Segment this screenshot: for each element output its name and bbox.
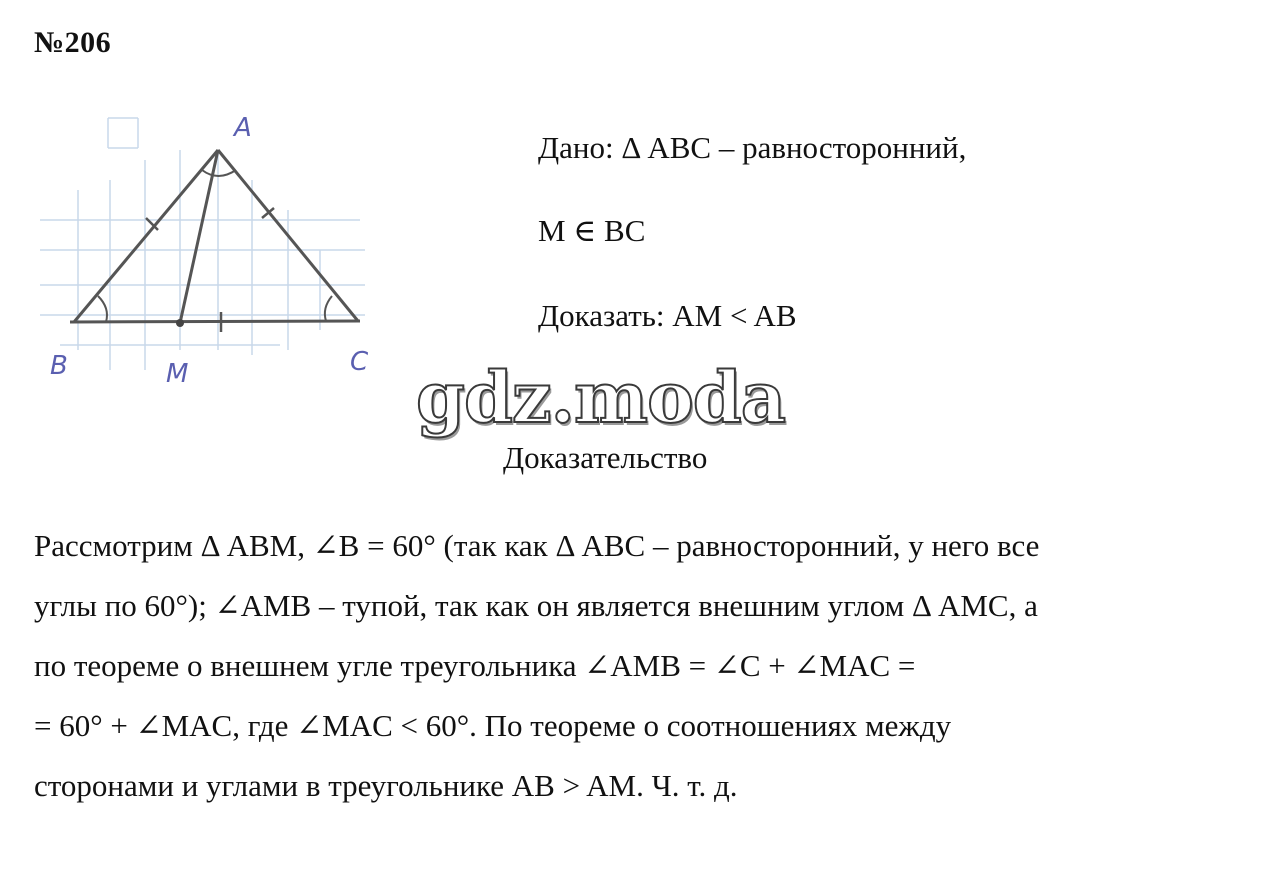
proof-line-1: Рассмотрим Δ ABM, ∠B = 60° (так как Δ ABC – равносторонний, у него все bbox=[34, 528, 1040, 563]
proof-line-2: углы по 60°); ∠AMB – тупой, так как он является внешним углом Δ AMC, а bbox=[34, 588, 1038, 623]
given-line-2: M ∈ BC bbox=[538, 213, 646, 248]
label-a: A bbox=[234, 113, 252, 143]
proof-line-5: сторонами и углами в треугольнике AB > AM. Ч. т. д. bbox=[34, 768, 738, 803]
label-c: C bbox=[350, 347, 369, 377]
triangle-figure bbox=[30, 100, 400, 400]
watermark-logo: gdz.moda bbox=[416, 356, 786, 439]
side-ab bbox=[74, 150, 218, 322]
problem-number: №206 bbox=[34, 26, 112, 59]
tick-marks bbox=[146, 208, 274, 332]
proof-line-4: = 60° + ∠MAC, где ∠MAC < 60°. По теореме о соотношениях между bbox=[34, 708, 952, 743]
vertex-labels bbox=[50, 113, 369, 389]
given-line-1: Дано: Δ ABC – равносторонний, bbox=[538, 130, 967, 165]
side-bc bbox=[70, 321, 360, 322]
label-m: M bbox=[166, 359, 189, 389]
proof-heading: Доказательство bbox=[503, 440, 708, 475]
grid-background bbox=[40, 118, 365, 370]
given-line-3: Доказать: AM < AB bbox=[538, 298, 797, 333]
label-b: B bbox=[50, 351, 68, 381]
proof-line-3: по теореме о внешнем угле треугольника ∠AMB = ∠C + ∠MAC = bbox=[34, 648, 916, 683]
point-m bbox=[176, 319, 184, 327]
